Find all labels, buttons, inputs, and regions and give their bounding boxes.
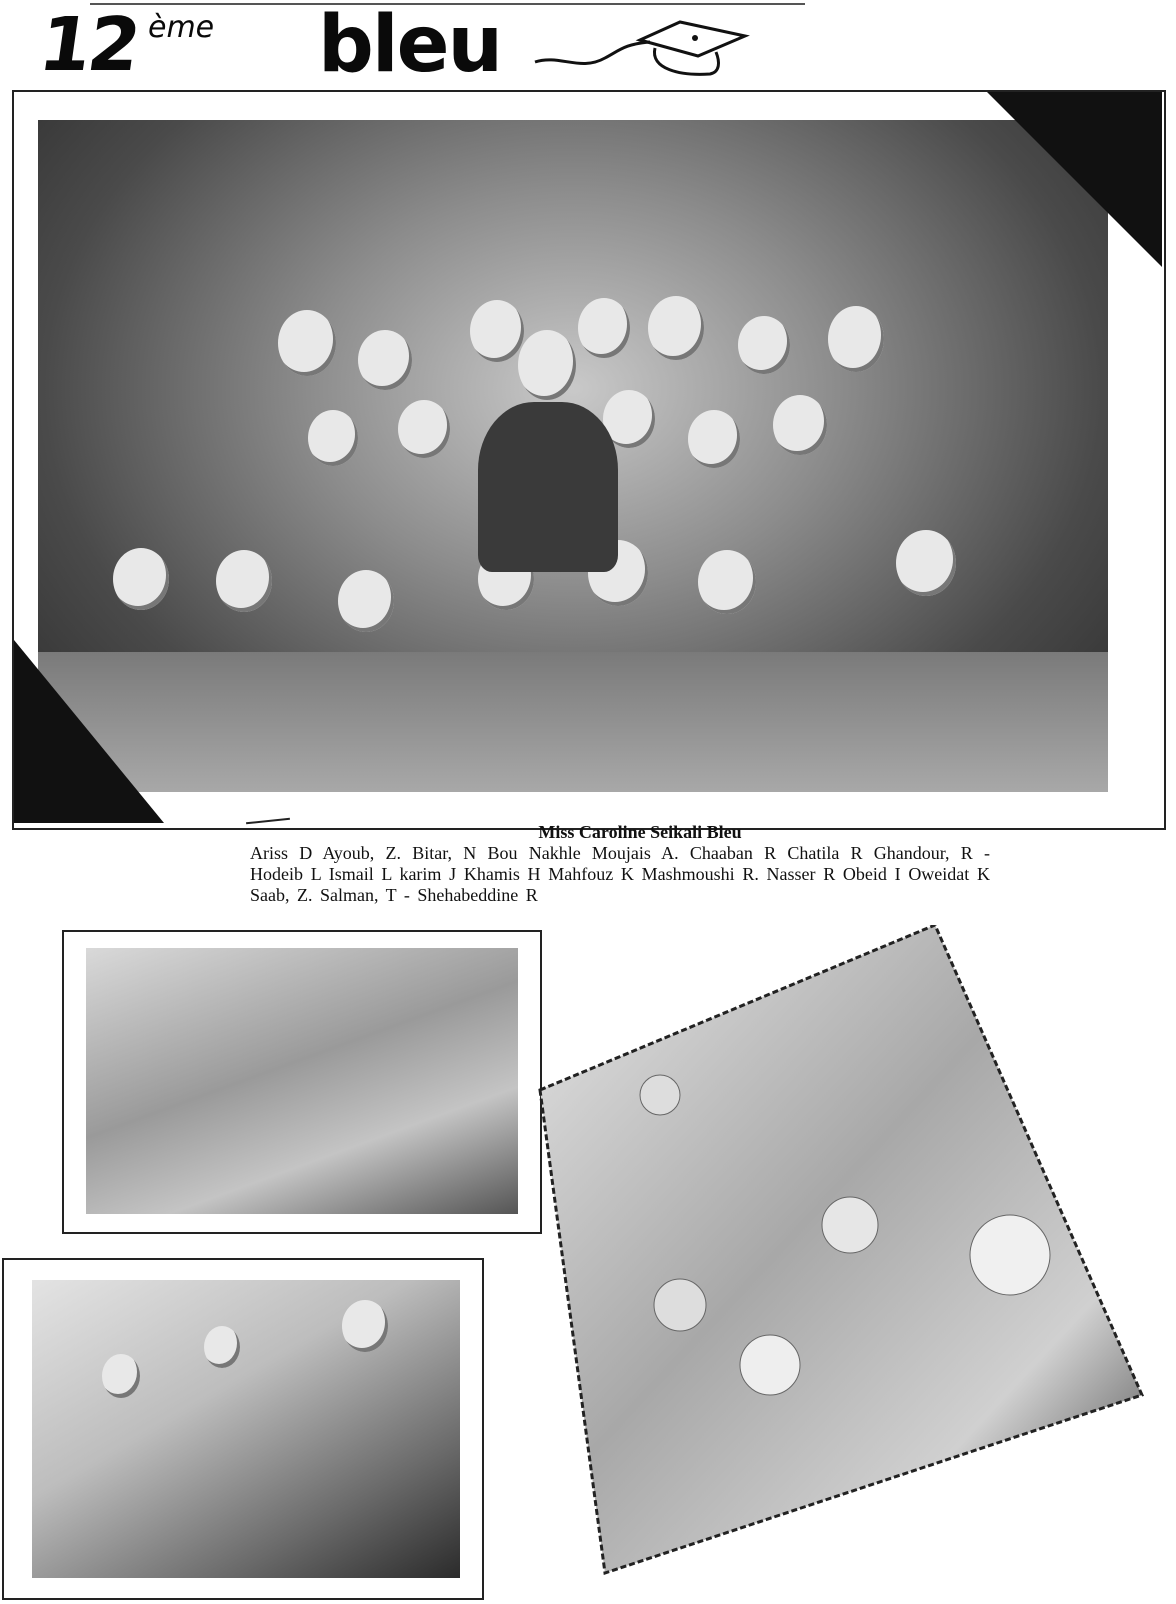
- student-head: [688, 410, 740, 468]
- student-head: [278, 310, 336, 376]
- student-head: [102, 1354, 140, 1398]
- classroom-photo-frame: [2, 1258, 484, 1600]
- student-head: [204, 1326, 240, 1368]
- student-head: [828, 306, 884, 372]
- grade-superscript: ème: [148, 10, 215, 45]
- student-head: [398, 400, 450, 458]
- student-head: [216, 550, 272, 612]
- student-head: [648, 296, 704, 360]
- grade-number: 12: [33, 2, 144, 88]
- class-color-word: bleu: [318, 0, 502, 90]
- photo-corner-mount: [14, 640, 164, 823]
- photo-ground: [38, 652, 1108, 792]
- photo-corner-mount: [987, 92, 1162, 267]
- student-head: [896, 530, 956, 596]
- teacher-head: [518, 330, 576, 400]
- student-head: [773, 395, 827, 455]
- student-head: [113, 548, 169, 610]
- classroom-photo: [32, 1280, 460, 1578]
- classroom-photo-tilted: [430, 925, 1150, 1575]
- class-photo: [38, 120, 1108, 792]
- caption-title: Miss Caroline Seikali Bleu: [538, 822, 742, 842]
- student-head: [342, 1300, 388, 1352]
- student-head: [738, 316, 790, 374]
- student-head: [698, 550, 756, 614]
- teacher-body: [478, 402, 618, 572]
- student-head: [338, 570, 394, 632]
- student-head: [578, 298, 630, 358]
- student-head: [470, 300, 524, 362]
- photo-caption: [250, 822, 990, 906]
- graduation-cap-icon: [530, 14, 760, 84]
- caption-student-names: Ariss D Ayoub, Z. Bitar, N Bou Nakhle Moujais A. Chaaban R Chatila R Ghandour, R - Hodeib L Ismail L karim J Khamis H Mahfouz K Mashmoushi R. Nasser R Obeid I Oweidat K Saab, Z. Salman, T - Shehabeddine R: [250, 843, 990, 905]
- student-head: [308, 410, 358, 466]
- student-head: [358, 330, 412, 390]
